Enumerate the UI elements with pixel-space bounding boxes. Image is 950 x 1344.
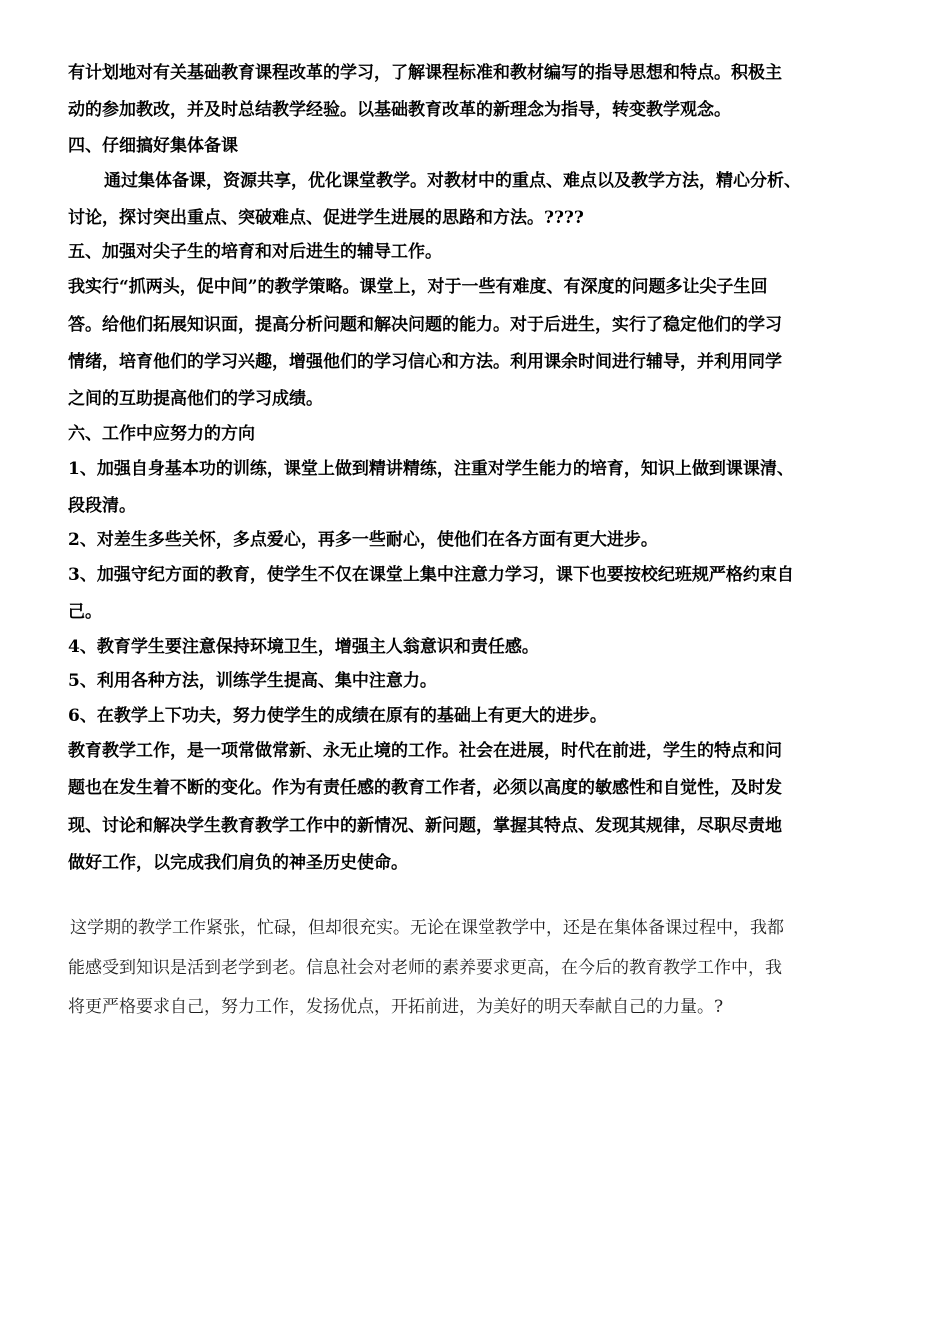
list-item: 3、加强守纪方面的教育，使学生不仅在课堂上集中注意力学习，课下也要按校纪班规严格约束自 [68, 565, 794, 585]
list-item: 段段清。 [68, 496, 136, 516]
paragraph-line: 题也在发生着不断的变化。作为有责任感的教育工作者，必须以高度的敏感性和自觉性，及时发 [68, 778, 782, 798]
paragraph-line: 之间的互助提高他们的学习成绩。 [68, 389, 323, 409]
paragraph-line: 教育教学工作，是一项常做常新、永无止境的工作。社会在进展，时代在前进，学生的特点和问 [68, 741, 782, 761]
paragraph-line: 现、讨论和解决学生教育教学工作中的新情况、新问题，掌握其特点、发现其规律，尽职尽责地 [68, 816, 782, 836]
paragraph-line: 通过集体备课，资源共享，优化课堂教学。对教材中的重点、难点以及教学方法，精心分析、 [104, 171, 801, 191]
list-item: 己。 [68, 602, 102, 622]
list-item: 2、对差生多些关怀，多点爱心，再多一些耐心，使他们在各方面有更大进步。 [68, 530, 658, 550]
paragraph-line: 我实行“抓两头，促中间”的教学策略。课堂上，对于一些有难度、有深度的问题多让尖子生回 [68, 277, 768, 297]
section-heading-4: 四、仔细搞好集体备课 [68, 136, 238, 156]
paragraph-line: 能感受到知识是活到老学到老。信息社会对老师的素养要求更高，在今后的教育教学工作中，我 [68, 958, 782, 978]
list-item: 6、在教学上下功夫，努力使学生的成绩在原有的基础上有更大的进步。 [68, 706, 607, 726]
paragraph-line: 动的参加教改，并及时总结教学经验。以基础教育改革的新理念为指导，转变教学观念。 [68, 100, 731, 120]
list-item: 1、加强自身基本功的训练，课堂上做到精讲精练，注重对学生能力的培育，知识上做到课课清、 [68, 459, 794, 479]
paragraph-line: 有计划地对有关基础教育课程改革的学习，了解课程标准和教材编写的指导思想和特点。积极主 [68, 63, 782, 83]
section-heading-5: 五、加强对尖子生的培育和对后进生的辅导工作。 [68, 242, 442, 262]
paragraph-line: 讨论，探讨突出重点、突破难点、促进学生进展的思路和方法。???? [68, 208, 584, 228]
paragraph-line: 做好工作，以完成我们肩负的神圣历史使命。 [68, 853, 408, 873]
paragraph-line: 情绪，培育他们的学习兴趣，增强他们的学习信心和方法。利用课余时间进行辅导，并利用同学 [68, 352, 782, 372]
paragraph-line: 将更严格要求自己，努力工作，发扬优点，开拓前进，为美好的明天奉献自己的力量。? [68, 997, 724, 1017]
list-item: 5、利用各种方法，训练学生提高、集中注意力。 [68, 671, 437, 691]
paragraph-line: 答。给他们拓展知识面，提高分析问题和解决问题的能力。对于后进生，实行了稳定他们的学习 [68, 315, 782, 335]
paragraph-line: 这学期的教学工作紧张，忙碌，但却很充实。无论在课堂教学中，还是在集体备课过程中，我都 [70, 918, 784, 938]
section-heading-6: 六、工作中应努力的方向 [68, 424, 255, 444]
list-item: 4、教育学生要注意保持环境卫生，增强主人翁意识和责任感。 [68, 637, 539, 657]
